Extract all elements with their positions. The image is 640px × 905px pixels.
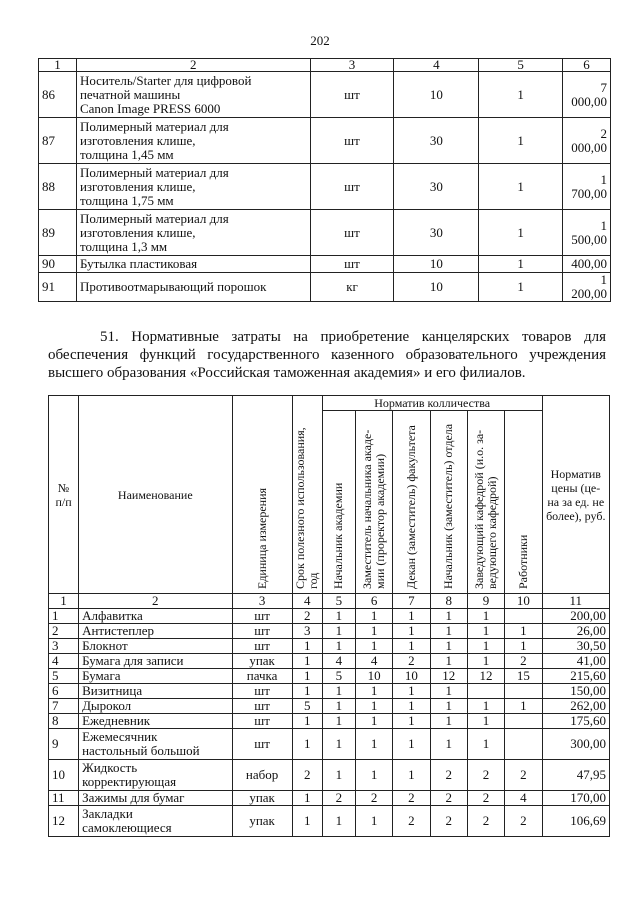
item-name-line: толщина 1,3 мм <box>79 238 168 254</box>
quantity-cell: 1 <box>505 639 542 654</box>
unit-cell: упак <box>232 791 292 806</box>
table-row <box>49 714 610 729</box>
row-number: 11 <box>49 791 79 806</box>
header-life <box>292 396 322 594</box>
index-cell: 3 <box>232 594 292 609</box>
life-cell: 5 <box>292 699 322 714</box>
item-name-line: толщина 1,45 мм <box>79 146 174 162</box>
life-cell: 1 <box>479 273 563 302</box>
item-name-line: Дырокол <box>82 698 132 713</box>
row-number: 8 <box>49 714 79 729</box>
header-g2-text: Заместитель начальника акаде-мии (проректор академии) <box>360 429 388 589</box>
table-row <box>49 654 610 669</box>
index-cell: 1 <box>49 594 79 609</box>
quantity-cell: 1 <box>355 806 392 837</box>
price-cell: 47,95 <box>542 760 609 791</box>
item-name-line: Блокнот <box>82 638 128 653</box>
table-row <box>49 609 610 624</box>
item-name <box>79 609 232 624</box>
quantity-cell: 12 <box>430 669 467 684</box>
row-number: 89 <box>39 210 77 256</box>
index-cell: 11 <box>542 594 609 609</box>
top-table <box>38 58 611 302</box>
item-name <box>79 684 232 699</box>
quantity-cell: 2 <box>430 806 467 837</box>
quantity-cell: 1 <box>355 609 392 624</box>
quantity-cell: 1 <box>430 609 467 624</box>
quantity-cell: 2 <box>393 806 430 837</box>
item-name-line: изготовления клише, <box>79 224 196 240</box>
quantity-cell: 10 <box>394 273 479 302</box>
item-name <box>76 164 310 210</box>
quantity-cell: 1 <box>322 806 355 837</box>
quantity-cell: 1 <box>355 729 392 760</box>
index-cell: 7 <box>393 594 430 609</box>
quantity-cell: 1 <box>467 729 504 760</box>
unit-cell: упак <box>232 806 292 837</box>
bottom-table <box>48 395 610 837</box>
item-name <box>79 714 232 729</box>
quantity-cell: 1 <box>430 714 467 729</box>
life-cell: 3 <box>292 624 322 639</box>
quantity-cell: 1 <box>393 699 430 714</box>
price-cell: 1 700,00 <box>562 164 610 210</box>
price-cell: 215,60 <box>542 669 609 684</box>
quantity-cell <box>505 729 542 760</box>
index-cell: 4 <box>292 594 322 609</box>
life-cell: 1 <box>292 669 322 684</box>
quantity-cell: 1 <box>430 699 467 714</box>
row-number: 12 <box>49 806 79 837</box>
quantity-cell: 2 <box>505 760 542 791</box>
price-cell: 300,00 <box>542 729 609 760</box>
index-cell: 2 <box>79 594 232 609</box>
price-cell: 170,00 <box>542 791 609 806</box>
unit-cell: набор <box>232 760 292 791</box>
item-name <box>76 210 310 256</box>
life-cell: 1 <box>292 714 322 729</box>
quantity-cell: 15 <box>505 669 542 684</box>
header-cell: 2 <box>76 59 310 72</box>
life-cell: 2 <box>292 760 322 791</box>
quantity-cell: 5 <box>322 669 355 684</box>
quantity-cell: 2 <box>430 760 467 791</box>
item-name-line: Бумага для записи <box>82 653 184 668</box>
item-name-line: Бутылка пластиковая <box>79 256 198 271</box>
quantity-cell: 1 <box>393 639 430 654</box>
row-number: 88 <box>39 164 77 210</box>
price-cell: 150,00 <box>542 684 609 699</box>
quantity-cell: 1 <box>393 729 430 760</box>
quantity-cell: 1 <box>393 684 430 699</box>
unit-cell: шт <box>310 118 394 164</box>
quantity-cell: 2 <box>467 760 504 791</box>
row-number: 6 <box>49 684 79 699</box>
quantity-cell: 2 <box>467 806 504 837</box>
table-row <box>49 624 610 639</box>
item-name-line: Бумага <box>82 668 121 683</box>
quantity-cell: 2 <box>505 806 542 837</box>
unit-cell: шт <box>310 164 394 210</box>
header-name: Наименование <box>79 396 232 594</box>
item-name-line: Носитель/Starter для цифровой <box>79 72 252 88</box>
header-g3 <box>393 411 430 594</box>
item-name-line: Ежемесячник <box>82 729 158 744</box>
item-name <box>76 273 310 302</box>
quantity-cell: 10 <box>394 72 479 118</box>
quantity-cell: 1 <box>355 639 392 654</box>
row-number: 7 <box>49 699 79 714</box>
index-cell: 9 <box>467 594 504 609</box>
header-g6-text: Работники <box>515 534 530 589</box>
row-number: 5 <box>49 669 79 684</box>
header-cell: 5 <box>479 59 563 72</box>
price-cell: 106,69 <box>542 806 609 837</box>
index-cell: 5 <box>322 594 355 609</box>
table-row <box>39 210 611 256</box>
quantity-cell: 2 <box>393 791 430 806</box>
table-row <box>49 639 610 654</box>
life-cell: 1 <box>479 72 563 118</box>
item-name-line: толщина 1,75 мм <box>79 192 174 208</box>
item-name-line: Алфавитка <box>82 608 143 623</box>
unit-cell: шт <box>232 699 292 714</box>
item-name <box>76 256 310 273</box>
header-group: Норматив колличества <box>322 396 542 411</box>
life-cell: 1 <box>292 791 322 806</box>
unit-cell: упак <box>232 654 292 669</box>
item-name-line: Ежедневник <box>82 713 151 728</box>
row-number: 91 <box>39 273 77 302</box>
item-name <box>79 791 232 806</box>
index-cell: 8 <box>430 594 467 609</box>
top-table-index-row <box>39 59 611 72</box>
table-row <box>49 669 610 684</box>
life-cell: 1 <box>292 654 322 669</box>
header-g1-text: Начальник академии <box>331 482 346 589</box>
item-name <box>79 806 232 837</box>
unit-cell: шт <box>232 609 292 624</box>
item-name-line: Антистеплер <box>82 623 154 638</box>
price-cell: 1 500,00 <box>562 210 610 256</box>
quantity-cell: 1 <box>467 714 504 729</box>
item-name-line: настольный большой <box>82 743 200 758</box>
quantity-cell: 1 <box>467 639 504 654</box>
unit-cell: шт <box>310 256 394 273</box>
unit-cell: шт <box>232 714 292 729</box>
price-cell: 41,00 <box>542 654 609 669</box>
header-unit <box>232 396 292 594</box>
price-cell: 175,60 <box>542 714 609 729</box>
item-name-line: Полимерный материал для <box>79 118 229 134</box>
quantity-cell: 1 <box>322 609 355 624</box>
item-name-line: Полимерный материал для <box>79 210 229 226</box>
item-name-line: самоклеющиеся <box>82 820 172 835</box>
price-cell: 26,00 <box>542 624 609 639</box>
item-name-line: печатной машины <box>79 86 181 102</box>
unit-cell: шт <box>310 72 394 118</box>
item-name <box>79 699 232 714</box>
index-cell: 10 <box>505 594 542 609</box>
page-number: 202 <box>310 33 330 48</box>
quantity-cell: 2 <box>393 654 430 669</box>
item-name <box>79 729 232 760</box>
unit-cell: шт <box>232 639 292 654</box>
table-row <box>39 256 611 273</box>
quantity-cell: 1 <box>393 624 430 639</box>
quantity-cell <box>505 714 542 729</box>
unit-cell: шт <box>232 684 292 699</box>
unit-cell: шт <box>232 729 292 760</box>
quantity-cell: 2 <box>430 791 467 806</box>
header-g3-text: Декан (заместитель) факультета <box>403 425 418 589</box>
unit-cell: шт <box>310 210 394 256</box>
header-price: Норматив цены (це-на за ед. не более), руб. <box>542 396 609 594</box>
header-cell: 6 <box>562 59 610 72</box>
header-g4-text: Начальник (заместитель) отдела <box>441 423 456 589</box>
quantity-cell <box>505 684 542 699</box>
quantity-cell: 2 <box>467 791 504 806</box>
quantity-cell: 1 <box>393 609 430 624</box>
quantity-cell: 1 <box>322 624 355 639</box>
table-row <box>49 806 610 837</box>
table-row <box>49 684 610 699</box>
quantity-cell: 1 <box>322 760 355 791</box>
quantity-cell: 1 <box>430 639 467 654</box>
table-row <box>39 72 611 118</box>
quantity-cell: 4 <box>322 654 355 669</box>
item-name-line: изготовления клише, <box>79 178 196 194</box>
quantity-cell: 1 <box>355 684 392 699</box>
quantity-cell: 30 <box>394 210 479 256</box>
quantity-cell: 1 <box>467 609 504 624</box>
quantity-cell: 1 <box>467 699 504 714</box>
life-cell: 1 <box>292 639 322 654</box>
unit-cell: шт <box>232 624 292 639</box>
item-name-line: изготовления клише, <box>79 132 196 148</box>
life-cell: 1 <box>292 729 322 760</box>
header-num: № п/п <box>49 396 79 594</box>
quantity-cell: 1 <box>355 714 392 729</box>
unit-cell: пачка <box>232 669 292 684</box>
table-row <box>49 760 610 791</box>
index-row <box>49 594 610 609</box>
header-g2 <box>355 411 392 594</box>
item-name <box>79 654 232 669</box>
quantity-cell: 10 <box>394 256 479 273</box>
unit-cell: кг <box>310 273 394 302</box>
header-g4 <box>430 411 467 594</box>
quantity-cell: 1 <box>393 760 430 791</box>
quantity-cell: 1 <box>355 624 392 639</box>
price-cell: 2 000,00 <box>562 118 610 164</box>
row-number: 86 <box>39 72 77 118</box>
header-g5-text: Заведующий кафедрой (и.о. за-ведующего кафедрой) <box>472 429 500 589</box>
item-name <box>79 624 232 639</box>
life-cell: 1 <box>479 256 563 273</box>
item-name <box>79 669 232 684</box>
row-number: 87 <box>39 118 77 164</box>
item-name-line: Визитница <box>82 683 143 698</box>
quantity-cell: 1 <box>322 684 355 699</box>
price-cell: 1 200,00 <box>562 273 610 302</box>
quantity-cell: 1 <box>430 684 467 699</box>
table-row <box>39 118 611 164</box>
header-row-1 <box>49 396 610 411</box>
item-name-line: Жидкость <box>82 760 138 775</box>
item-name-line: корректирующая <box>82 774 177 789</box>
quantity-cell: 10 <box>393 669 430 684</box>
item-name-line: Полимерный материал для <box>79 164 229 180</box>
row-number: 9 <box>49 729 79 760</box>
quantity-cell: 1 <box>322 639 355 654</box>
header-cell: 3 <box>310 59 394 72</box>
table-row <box>49 729 610 760</box>
item-name <box>79 639 232 654</box>
quantity-cell: 1 <box>355 760 392 791</box>
quantity-cell: 1 <box>430 624 467 639</box>
quantity-cell <box>505 609 542 624</box>
life-cell: 1 <box>479 164 563 210</box>
header-cell: 1 <box>39 59 77 72</box>
item-name-line: Противоотмарывающий порошок <box>79 279 267 294</box>
quantity-cell: 1 <box>505 699 542 714</box>
row-number: 4 <box>49 654 79 669</box>
quantity-cell: 1 <box>430 729 467 760</box>
quantity-cell: 2 <box>355 791 392 806</box>
quantity-cell: 30 <box>394 118 479 164</box>
quantity-cell: 30 <box>394 164 479 210</box>
life-cell: 2 <box>292 609 322 624</box>
quantity-cell: 12 <box>467 669 504 684</box>
item-name <box>76 118 310 164</box>
life-cell: 1 <box>292 684 322 699</box>
table-row <box>49 791 610 806</box>
quantity-cell: 1 <box>322 699 355 714</box>
header-g6 <box>505 411 542 594</box>
quantity-cell: 4 <box>505 791 542 806</box>
item-name-line: Canon Image PRESS 6000 <box>79 100 221 116</box>
quantity-cell: 2 <box>505 654 542 669</box>
price-cell: 200,00 <box>542 609 609 624</box>
price-cell: 400,00 <box>562 256 610 273</box>
quantity-cell: 1 <box>322 714 355 729</box>
row-number: 1 <box>49 609 79 624</box>
quantity-cell: 1 <box>505 624 542 639</box>
price-cell: 7 000,00 <box>562 72 610 118</box>
item-name-line: Закладки <box>82 806 133 821</box>
table-row <box>39 164 611 210</box>
quantity-cell <box>467 684 504 699</box>
row-number: 3 <box>49 639 79 654</box>
quantity-cell: 1 <box>467 654 504 669</box>
quantity-cell: 1 <box>430 654 467 669</box>
quantity-cell: 1 <box>355 699 392 714</box>
life-cell: 1 <box>479 118 563 164</box>
item-name <box>76 72 310 118</box>
item-name-line: Зажимы для бумаг <box>82 790 185 805</box>
quantity-cell: 10 <box>355 669 392 684</box>
header-cell: 4 <box>394 59 479 72</box>
price-cell: 262,00 <box>542 699 609 714</box>
item-name <box>79 760 232 791</box>
header-unit-text: Единица измерения <box>254 487 269 589</box>
quantity-cell: 1 <box>467 624 504 639</box>
header-g1 <box>322 411 355 594</box>
section-paragraph: 51. Нормативные затраты на приобретение канцелярских товаров для обеспечения функций государственного казенного образовательного учреждения высшего образования «Российская таможенная академия» и его филиалов. <box>48 329 606 381</box>
table-row <box>39 273 611 302</box>
index-cell: 6 <box>355 594 392 609</box>
life-cell: 1 <box>479 210 563 256</box>
row-number: 90 <box>39 256 77 273</box>
header-life-text: Срок полезного использования, год <box>293 427 321 589</box>
row-number: 2 <box>49 624 79 639</box>
quantity-cell: 4 <box>355 654 392 669</box>
price-cell: 30,50 <box>542 639 609 654</box>
header-g5 <box>467 411 504 594</box>
life-cell: 1 <box>292 806 322 837</box>
row-number: 10 <box>49 760 79 791</box>
quantity-cell: 1 <box>393 714 430 729</box>
quantity-cell: 1 <box>322 729 355 760</box>
quantity-cell: 2 <box>322 791 355 806</box>
table-row <box>49 699 610 714</box>
